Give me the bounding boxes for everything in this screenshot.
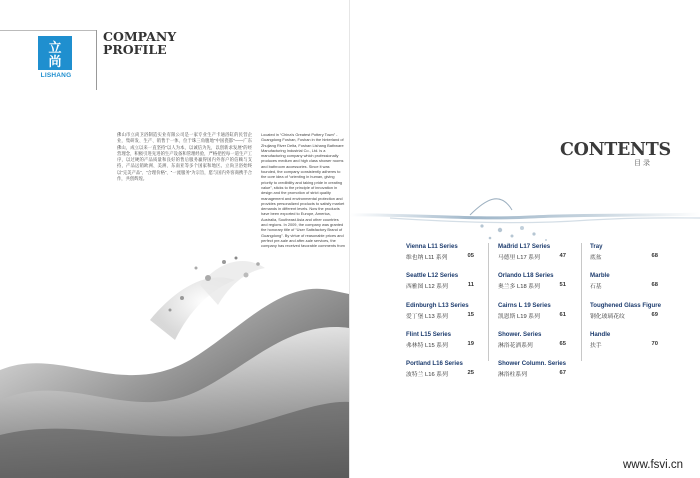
toc-item[interactable] xyxy=(590,243,658,272)
toc-item-page: 51 xyxy=(559,282,566,289)
toc-item-page: 61 xyxy=(559,311,566,318)
svg-text:立: 立 xyxy=(48,41,62,56)
lishang-logo-icon xyxy=(38,36,72,70)
toc-item[interactable] xyxy=(498,302,566,331)
footer-url[interactable]: www.fsvi.cn xyxy=(623,459,684,471)
toc-item-title: Edinburgh L13 Series xyxy=(406,301,469,309)
toc-item-chinese: 石基 xyxy=(590,284,602,291)
toc-item-chinese: 爱丁堡 L13 系列 xyxy=(406,313,448,320)
toc-item-page: 05 xyxy=(467,253,474,259)
logo-brand-name: LISHANG xyxy=(40,72,72,79)
toc-item-page: 70 xyxy=(651,340,658,347)
toc-item-page: 19 xyxy=(467,340,474,347)
toc-item-title: Vienna L11 Series xyxy=(406,243,458,250)
toc-item[interactable] xyxy=(590,331,658,360)
toc-item-page: 67 xyxy=(559,370,566,377)
toc-item[interactable] xyxy=(498,360,566,389)
profile-english-text: Located in “China’s Greatest Pottery Town” - Guangdong Foshan, Foshan in the hinterland of Zhujiang River Delta, Foshan Lishang Bathware Manufacturing Industrial Co., Ltd. is a manufacturing company which professionally produces medium and high class shower rooms and bathroom accessories. Since it was founded, the company consistently adheres to the core idea of “orienting in human, giving priority to credibility and taking pride in creating value”, sticks to the principle of innovation in design and the promotion of strict quality management and environmental protection and provides personalized products to satisfy market demands in different levels. Now the products have been exported to Europe, America, Australia, Southeast Asia and other countries and regions. In 2009, the company was granted the honorary title of “User Satisfactory Brand of Guangdong”. By virtue of reasonable prices and perfect pre-sale and after-sale services, the company has received favorable comments from xyxy=(261,132,345,249)
water-surface-image xyxy=(350,170,700,250)
toc-item-chinese: 钢化玻璃花纹 xyxy=(590,313,625,320)
toc-divider xyxy=(488,243,489,361)
toc-item-title: Toughened Glass Figure xyxy=(590,301,661,309)
toc-item-title: Handle xyxy=(590,330,611,338)
toc-item-page: 65 xyxy=(559,340,566,347)
logo-divider xyxy=(96,30,97,90)
toc-divider xyxy=(581,243,582,361)
toc-item[interactable] xyxy=(406,302,474,331)
toc-item[interactable] xyxy=(406,360,474,389)
toc-item-chinese: 奥兰多 L18 系列 xyxy=(498,284,540,291)
toc-item-page: 15 xyxy=(467,311,474,318)
toc-item-chinese: 维也纳 L11 系列 xyxy=(406,255,448,261)
toc-item-chinese: 马德里 L17 系列 xyxy=(498,255,540,261)
toc-item-chinese: 扶手 xyxy=(590,342,602,349)
svg-text:尚: 尚 xyxy=(48,55,62,70)
toc-item[interactable] xyxy=(406,331,474,360)
toc-item-title: Madrid L17 Series xyxy=(498,243,551,250)
toc-item[interactable] xyxy=(498,272,566,301)
toc-item-title: Cairns L 19 Series xyxy=(498,301,551,309)
toc-item[interactable] xyxy=(498,331,566,360)
toc-item-title: Orlando L18 Series xyxy=(498,272,554,280)
toc-item-page: 68 xyxy=(651,282,658,289)
toc-column-3 xyxy=(590,243,661,360)
toc-item[interactable] xyxy=(406,272,474,301)
toc-column-1 xyxy=(406,243,474,389)
toc-item-title: Portland L16 Series xyxy=(406,360,463,368)
toc-item-page: 47 xyxy=(559,253,566,259)
contents-subheading: 目 录 xyxy=(634,160,650,167)
toc-item[interactable] xyxy=(590,301,661,331)
profile-chinese-text: 佛山市立尚卫浴制造实业有限公司是一家专业生产卡通浴缸的民营企业，集研发、生产、销售于一体，位于珠三角腹地“中国瓷都”——广东佛山，成立以来一直坚持“以人为本，以诚信为先，以创新求发展”的经营理念，积极引进先进的生产设备和管理经验，严格把控每一道生产工序，以过硬的产品质量和良好的售后服务赢得国内外客户的信赖与支持，产品远销欧洲、美洲、东南亚等多个国家和地区。立尚卫浴始终以“完美产品”、“合理价格”、“一流服务”为宗旨，愿与国内外客商携手合作，共创辉煌。 xyxy=(117,132,252,182)
contents-heading: CONTENTS xyxy=(560,140,671,160)
toc-item-chinese: 底盆 xyxy=(590,255,602,261)
header-rule xyxy=(0,30,96,31)
toc-item-title: Shower Column. Series xyxy=(498,360,567,368)
toc-item-chinese: 弗林特 L15 系列 xyxy=(406,342,448,349)
toc-item-chinese: 西雅图 L12 系列 xyxy=(406,284,448,291)
toc-item-title: Shower. Series xyxy=(498,330,542,338)
toc-item-page: 11 xyxy=(467,282,474,289)
toc-item[interactable] xyxy=(590,272,658,301)
toc-item-chinese: 淋浴花洒系列 xyxy=(498,342,533,349)
toc-item-page: 68 xyxy=(651,253,658,259)
page-title-line-1: COMPANY xyxy=(103,29,177,44)
toc-item-chinese: 淋浴柱系列 xyxy=(498,372,527,379)
toc-item-title: Seattle L12 Series xyxy=(406,272,459,280)
page-title xyxy=(103,30,176,56)
toc-item-page: 25 xyxy=(467,370,474,377)
toc-item-chinese: 波特兰 L16 系列 xyxy=(406,372,448,379)
toc-item-title: Marble xyxy=(590,272,610,280)
toc-column-2 xyxy=(498,243,566,389)
water-splash-image xyxy=(0,250,349,478)
page-title-line-2: PROFILE xyxy=(103,42,167,57)
toc-item[interactable] xyxy=(498,243,566,272)
toc-item[interactable] xyxy=(406,243,474,272)
toc-item-title: Flint L15 Series xyxy=(406,330,452,338)
toc-item-page: 69 xyxy=(651,311,658,318)
toc-item-title: Tray xyxy=(590,243,603,250)
toc-item-chinese: 凯恩斯 L19 系列 xyxy=(498,313,540,320)
